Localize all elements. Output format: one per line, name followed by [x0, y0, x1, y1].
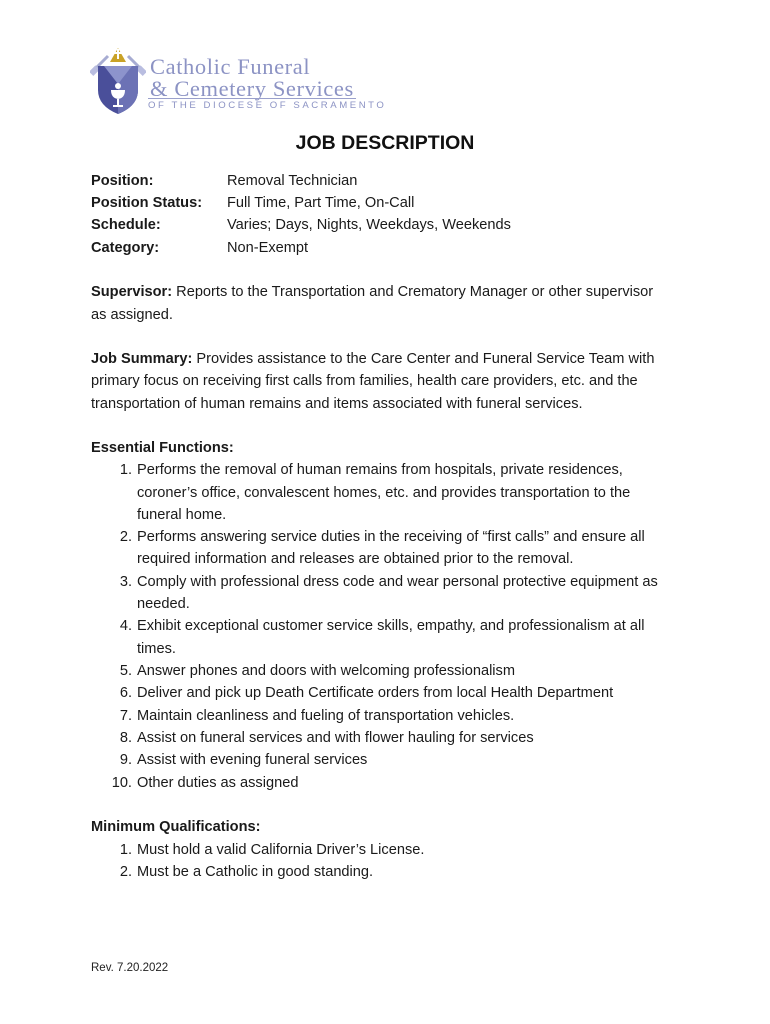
supervisor-label: Supervisor:: [91, 284, 173, 300]
list-item-number: 2.: [119, 529, 132, 545]
summary-paragraph-line2: primary focus on receiving first calls from families, health care providers, etc. and the: [91, 373, 638, 389]
list-item-text: Maintain cleanliness and fueling of transportation vehicles.: [137, 708, 515, 724]
list-item-text: Comply with professional dress code and wear personal protective equipment as: [137, 574, 658, 590]
crest-with-chalice-icon: [90, 44, 146, 116]
position-label: Position:: [91, 173, 154, 189]
list-item-text: needed.: [137, 596, 190, 612]
list-item-number: 3.: [119, 574, 132, 590]
list-item-number: 1.: [119, 462, 132, 478]
list-item-number: 6.: [119, 685, 132, 701]
list-item-number: 10.: [111, 775, 132, 791]
category-label: Category:: [91, 240, 160, 256]
category-value: Non-Exempt: [227, 240, 309, 256]
summary-label: Job Summary:: [91, 351, 193, 367]
list-item-text: required information and releases are obtained prior to the removal.: [137, 551, 574, 567]
list-item-text: Answer phones and doors with welcoming professionalism: [137, 663, 516, 679]
minimum-qualifications-heading: Minimum Qualifications:: [91, 819, 261, 835]
page-title: JOB DESCRIPTION: [295, 132, 475, 154]
list-item-text: Deliver and pick up Death Certificate orders from local Health Department: [137, 685, 614, 701]
list-item-text: times.: [137, 641, 176, 657]
list-item-text: Assist on funeral services and with flower hauling for services: [137, 730, 534, 746]
supervisor-text: Reports to the Transportation and Crematory Manager or other supervisor: [172, 284, 654, 300]
essential-functions-heading: Essential Functions:: [91, 440, 234, 456]
supervisor-paragraph-line1: [91, 281, 691, 303]
list-item-number: 2.: [119, 864, 132, 880]
revision-footer: Rev. 7.20.2022: [91, 962, 169, 974]
schedule-value: Varies; Days, Nights, Weekdays, Weekends: [227, 217, 511, 233]
supervisor-paragraph-line2: as assigned.: [91, 307, 173, 323]
list-item-text: Assist with evening funeral services: [137, 752, 368, 768]
list-item-text: Performs the removal of human remains from hospitals, private residences,: [137, 462, 623, 478]
list-item-number: 8.: [119, 730, 132, 746]
position-status-value: Full Time, Part Time, On-Call: [227, 195, 415, 211]
list-item-text: Other duties as assigned: [137, 775, 299, 791]
summary-text: Provides assistance to the Care Center and Funeral Service Team with: [192, 351, 655, 367]
list-item-number: 5.: [119, 663, 132, 679]
list-item-text: coroner’s office, convalescent homes, etc. and provides transportation to the: [137, 485, 631, 501]
summary-paragraph-line1: [91, 348, 691, 370]
list-item-text: Must hold a valid California Driver’s License.: [137, 842, 425, 858]
list-item-text: Must be a Catholic in good standing.: [137, 864, 374, 880]
list-item-number: 1.: [119, 842, 132, 858]
position-status-label: Position Status:: [91, 195, 203, 211]
org-name-line1: Catholic Funeral: [150, 54, 311, 79]
position-value: Removal Technician: [227, 173, 358, 189]
summary-paragraph-line3: transportation of human remains and items associated with funeral services.: [91, 396, 583, 412]
list-item-number: 9.: [119, 752, 132, 768]
list-item-number: 4.: [119, 618, 132, 634]
list-item-text: funeral home.: [137, 507, 227, 523]
org-logo: [88, 40, 387, 116]
list-item-text: Exhibit exceptional customer service skills, empathy, and professionalism at all: [137, 618, 645, 634]
list-item-text: Performs answering service duties in the receiving of “first calls” and ensure all: [137, 529, 645, 545]
schedule-label: Schedule:: [91, 217, 161, 233]
org-name-line2: & Cemetery Services: [150, 76, 354, 101]
list-item-number: 7.: [119, 708, 132, 724]
org-name-line3: OF THE DIOCESE OF SACRAMENTO: [148, 100, 387, 111]
